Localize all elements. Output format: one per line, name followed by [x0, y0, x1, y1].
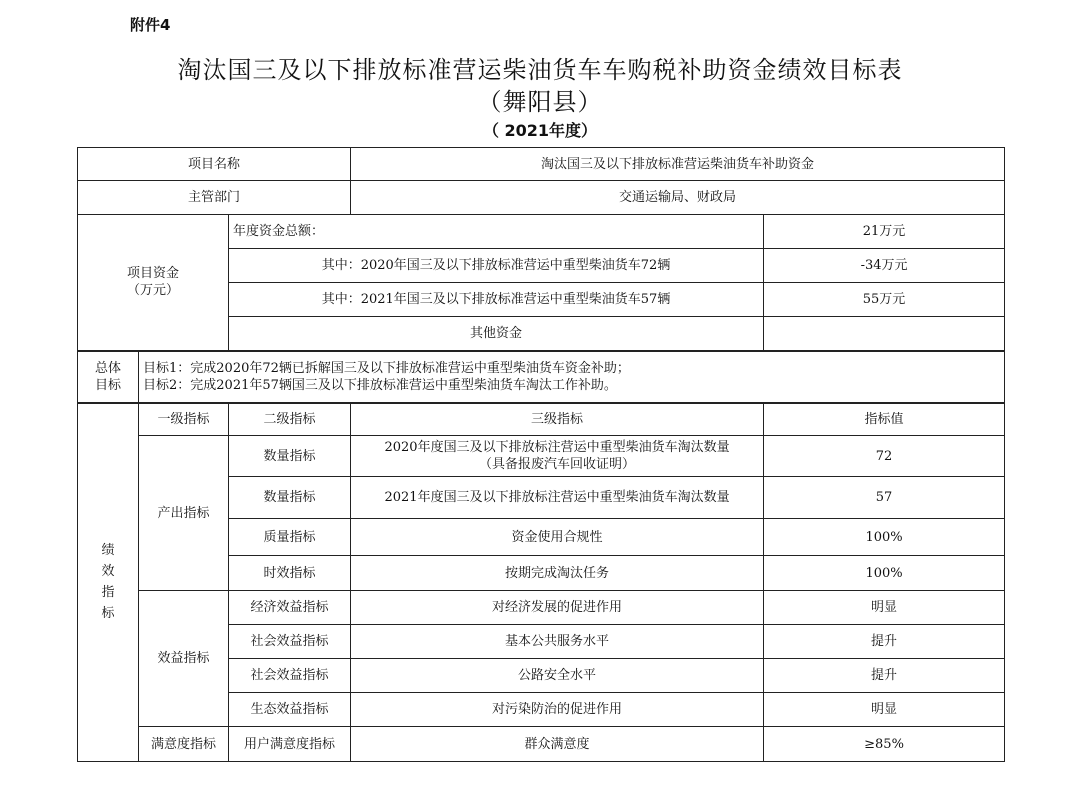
value-cell: 72 [764, 436, 1005, 477]
funds-2020-value: -34万元 [764, 249, 1005, 283]
header-level1: 一级指标 [139, 403, 229, 436]
table-row [78, 436, 1005, 477]
table-row [78, 591, 1005, 625]
satisfaction-indicator-label: 满意度指标 [139, 727, 229, 762]
header-level2: 二级指标 [229, 403, 351, 436]
value-cell: 100% [764, 519, 1005, 556]
attachment-label: 附件4 [130, 16, 171, 34]
level3-line: （具备报废汽车回收证明） [479, 457, 636, 472]
dept-label: 主管部门 [78, 181, 351, 215]
level3-cell: 按期完成淘汰任务 [351, 556, 764, 591]
project-name-value: 淘汰国三及以下排放标准营运柴油货车补助资金 [351, 148, 1005, 181]
level2-cell: 时效指标 [229, 556, 351, 591]
level2-cell: 数量指标 [229, 436, 351, 477]
goal-label-line2: 目标 [94, 377, 121, 393]
funds-total-value: 21万元 [764, 215, 1005, 249]
funds-2021-label: 其中：2021年国三及以下排放标准营运中重型柴油货车57辆 [229, 283, 764, 317]
goal-label-line1: 总体 [94, 360, 121, 376]
goal-label [78, 351, 139, 403]
section-char: 指 [101, 585, 115, 601]
benefit-indicator-label: 效益指标 [139, 591, 229, 727]
level2-cell: 社会效益指标 [229, 625, 351, 659]
level3-cell: 基本公共服务水平 [351, 625, 764, 659]
level2-cell: 质量指标 [229, 519, 351, 556]
level3-cell: 2021年度国三及以下排放标注营运中重型柴油货车淘汰数量 [351, 477, 764, 519]
table-row [78, 148, 1005, 181]
value-cell: ≥85% [764, 727, 1005, 762]
funds-2020-label: 其中：2020年国三及以下排放标准营运中重型柴油货车72辆 [229, 249, 764, 283]
value-cell: 100% [764, 556, 1005, 591]
goal-content [139, 351, 1005, 403]
funds-label [78, 215, 229, 351]
funds-2021-value: 55万元 [764, 283, 1005, 317]
header-level3: 三级指标 [351, 403, 764, 436]
funds-label-line2: （万元） [126, 283, 179, 299]
goal-2: 目标2：完成2021年57辆国三及以下排放标准营运中重型柴油货车淘汰工作补助。 [143, 377, 617, 393]
value-cell: 57 [764, 477, 1005, 519]
section-char: 标 [101, 606, 115, 622]
goal-1: 目标1：完成2020年72辆已拆解国三及以下排放标准营运中重型柴油货车资金补助； [143, 360, 630, 376]
value-cell: 明显 [764, 591, 1005, 625]
level3-line: 2020年度国三及以下排放标注营运中重型柴油货车淘汰数量 [384, 440, 730, 455]
funds-other-label: 其他资金 [229, 317, 764, 351]
header-value: 指标值 [764, 403, 1005, 436]
document-subtitle: （舞阳县） [477, 88, 603, 116]
level3-cell [351, 436, 764, 477]
level3-cell: 对经济发展的促进作用 [351, 591, 764, 625]
project-name-label: 项目名称 [78, 148, 351, 181]
value-cell: 提升 [764, 659, 1005, 693]
value-cell: 提升 [764, 625, 1005, 659]
table-row [78, 727, 1005, 762]
level3-cell: 公路安全水平 [351, 659, 764, 693]
level2-cell: 社会效益指标 [229, 659, 351, 693]
performance-table [77, 147, 1005, 762]
table-row [78, 351, 1005, 403]
document-year: （ 2021年度） [482, 121, 598, 140]
level2-cell: 经济效益指标 [229, 591, 351, 625]
performance-section-label [78, 403, 139, 762]
level3-cell: 对污染防治的促进作用 [351, 693, 764, 727]
table-row [78, 215, 1005, 249]
value-cell: 明显 [764, 693, 1005, 727]
section-char: 绩 [101, 543, 115, 559]
level3-cell: 群众满意度 [351, 727, 764, 762]
document-title: 淘汰国三及以下排放标准营运柴油货车车购税补助资金绩效目标表 [177, 56, 903, 84]
output-indicator-label: 产出指标 [139, 436, 229, 591]
funds-other-value [764, 317, 1005, 351]
funds-label-line1: 项目资金 [126, 266, 179, 282]
level3-cell: 资金使用合规性 [351, 519, 764, 556]
dept-value: 交通运输局、财政局 [351, 181, 1005, 215]
funds-total-label: 年度资金总额： [229, 215, 764, 249]
level2-cell: 生态效益指标 [229, 693, 351, 727]
section-char: 效 [101, 564, 115, 580]
table-row [78, 181, 1005, 215]
level2-cell: 数量指标 [229, 477, 351, 519]
table-header-row [78, 403, 1005, 436]
level2-cell: 用户满意度指标 [229, 727, 351, 762]
